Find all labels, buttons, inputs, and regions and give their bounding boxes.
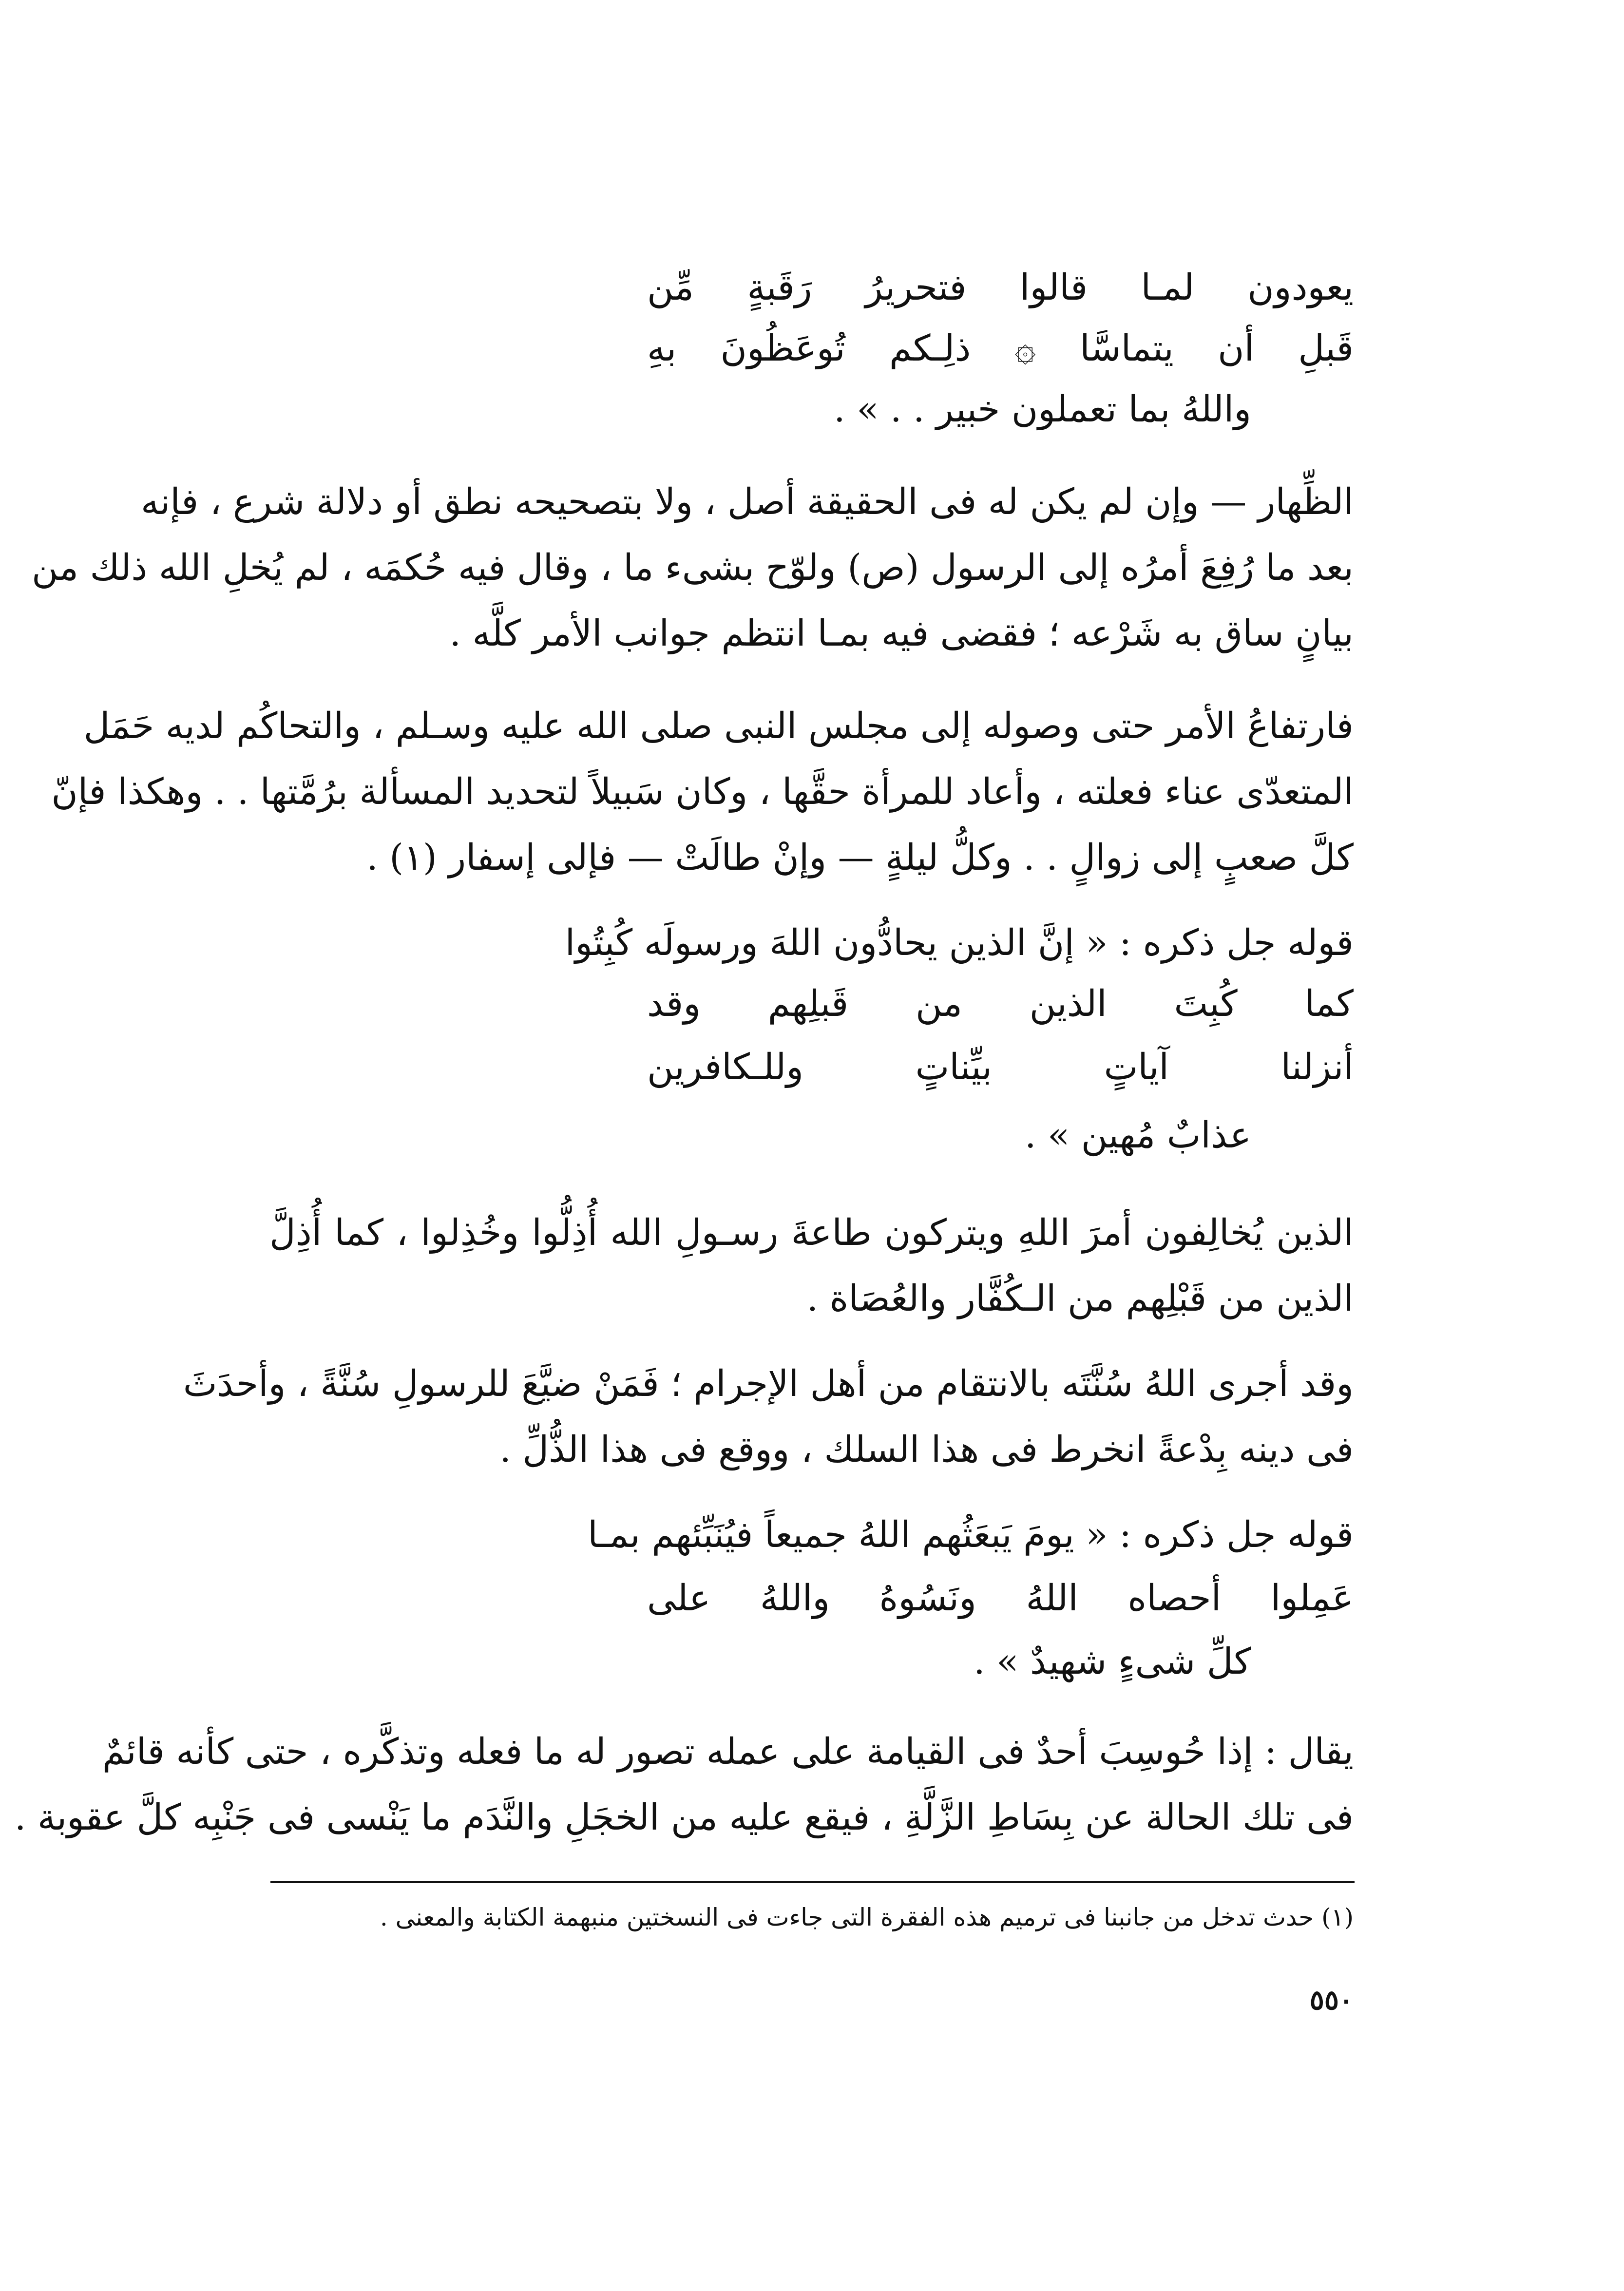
paragraph-line: الذين من قَبْلِهم من الـكُفَّار والعُصَاة . [806,1278,1354,1319]
paragraph-line: المتعدّى عناء فعلته ، وأعاد للمرأة حقَّها ، وكان سَبيلاً لتحديد المسألة برُمَّتها . . وهكذا فإنّ [51,771,1354,813]
paragraph-line: الذين يُخالِفون أمرَ اللهِ ويتركون طاعةَ رسـولِ الله أُذِلُّوا وخُذِلوا ، كما أُذِلَّ [269,1212,1354,1254]
quran-verse-line: يعودون لمـا قالوا فتحريرُ رَقَبةٍ مِّن [647,267,1354,308]
quran-verse-line: كما كُبِتَ الذين من قَبلِهم وقد [647,983,1354,1025]
quran-verse-line: عذابٌ مُهين » . [1025,1114,1251,1156]
paragraph-line: وقد أجرى اللهُ سُنَّتَه بالانتقام من أهل الإجرام ؛ فَمَنْ ضيَّعَ للرسولِ سُنَّةً ، وأحدَثَ [183,1363,1354,1405]
paragraph-line: فارتفاعُ الأمر حتى وصوله إلى مجلس النبى صلى الله عليه وسـلم ، والتحاكُم لديه حَمَل [83,705,1354,747]
footnote-separator [270,1881,1355,1883]
footnote: (١) حدث تدخل من جانبنا فى ترميم هذه الفقرة التى جاءت فى النسختين منبهمة الكتابة والمعنى . [380,1903,1354,1931]
paragraph-line: فى دينه بِدْعةً انخرط فى هذا السلك ، ووقع فى هذا الذُّلِّ . [499,1429,1354,1470]
page-number: ٥٥٠ [1309,1984,1354,2016]
quran-verse-line: قوله جل ذكره : « إنَّ الذين يحادُّون اللهَ ورسولَه كُبِتُوا [565,922,1354,964]
paragraph-line: فى تلك الحالة عن بِسَاطِ الزَّلَّةِ ، فيقع عليه من الخجَلِ والنَّدَم ما يَنْسى فى جَنْبِه كلَّ عقوبة . [14,1796,1354,1838]
paragraph-line: بيانٍ ساق به شَرْعه ؛ فقضى فيه بمـا انتظم جوانب الأمر كلَّه . [449,612,1354,654]
quran-verse-line: عَمِلوا أحصاه اللهُ ونَسُوهُ واللهُ على [647,1577,1354,1619]
paragraph-line: الظِّهار — وإن لم يكن له فى الحقيقة أصل ، ولا بتصحيحه نطق أو دلالة شرع ، فإنه [141,481,1354,523]
quran-verse-line: قوله جل ذكره : « يومَ يَبعَثُهم اللهُ جميعاً فيُنَبِّئهم بمـا [588,1514,1354,1556]
quran-verse-line: واللهُ بما تعملون خبير . . » . [834,388,1251,430]
quran-verse-line: قَبلِ أن يتماسَّا ۞ ذلِـكم تُوعَظُونَ بهِ [647,327,1354,369]
quran-verse-line: كلِّ شىءٍ شهيدٌ » . [974,1641,1251,1682]
paragraph-line: كلَّ صعبٍ إلى زوالٍ . . وكلُّ ليلةٍ — وإنْ طالَتْ — فإلى إسفار (١) . [366,837,1354,878]
paragraph-line: يقال : إذا حُوسِبَ أحدٌ فى القيامة على عمله تصور له ما فعله وتذكَّره ، حتى كأنه قائمٌ [102,1731,1354,1773]
quran-verse-line: أنزلنا آياتٍ بيِّناتٍ وللـكافرين [647,1046,1354,1088]
paragraph-line: بعد ما رُفِعَ أمرُه إلى الرسول (ص) ولوّح بشىء ما ، وقال فيه حُكمَه ، لم يُخلِ الله ذلك من [32,547,1354,589]
